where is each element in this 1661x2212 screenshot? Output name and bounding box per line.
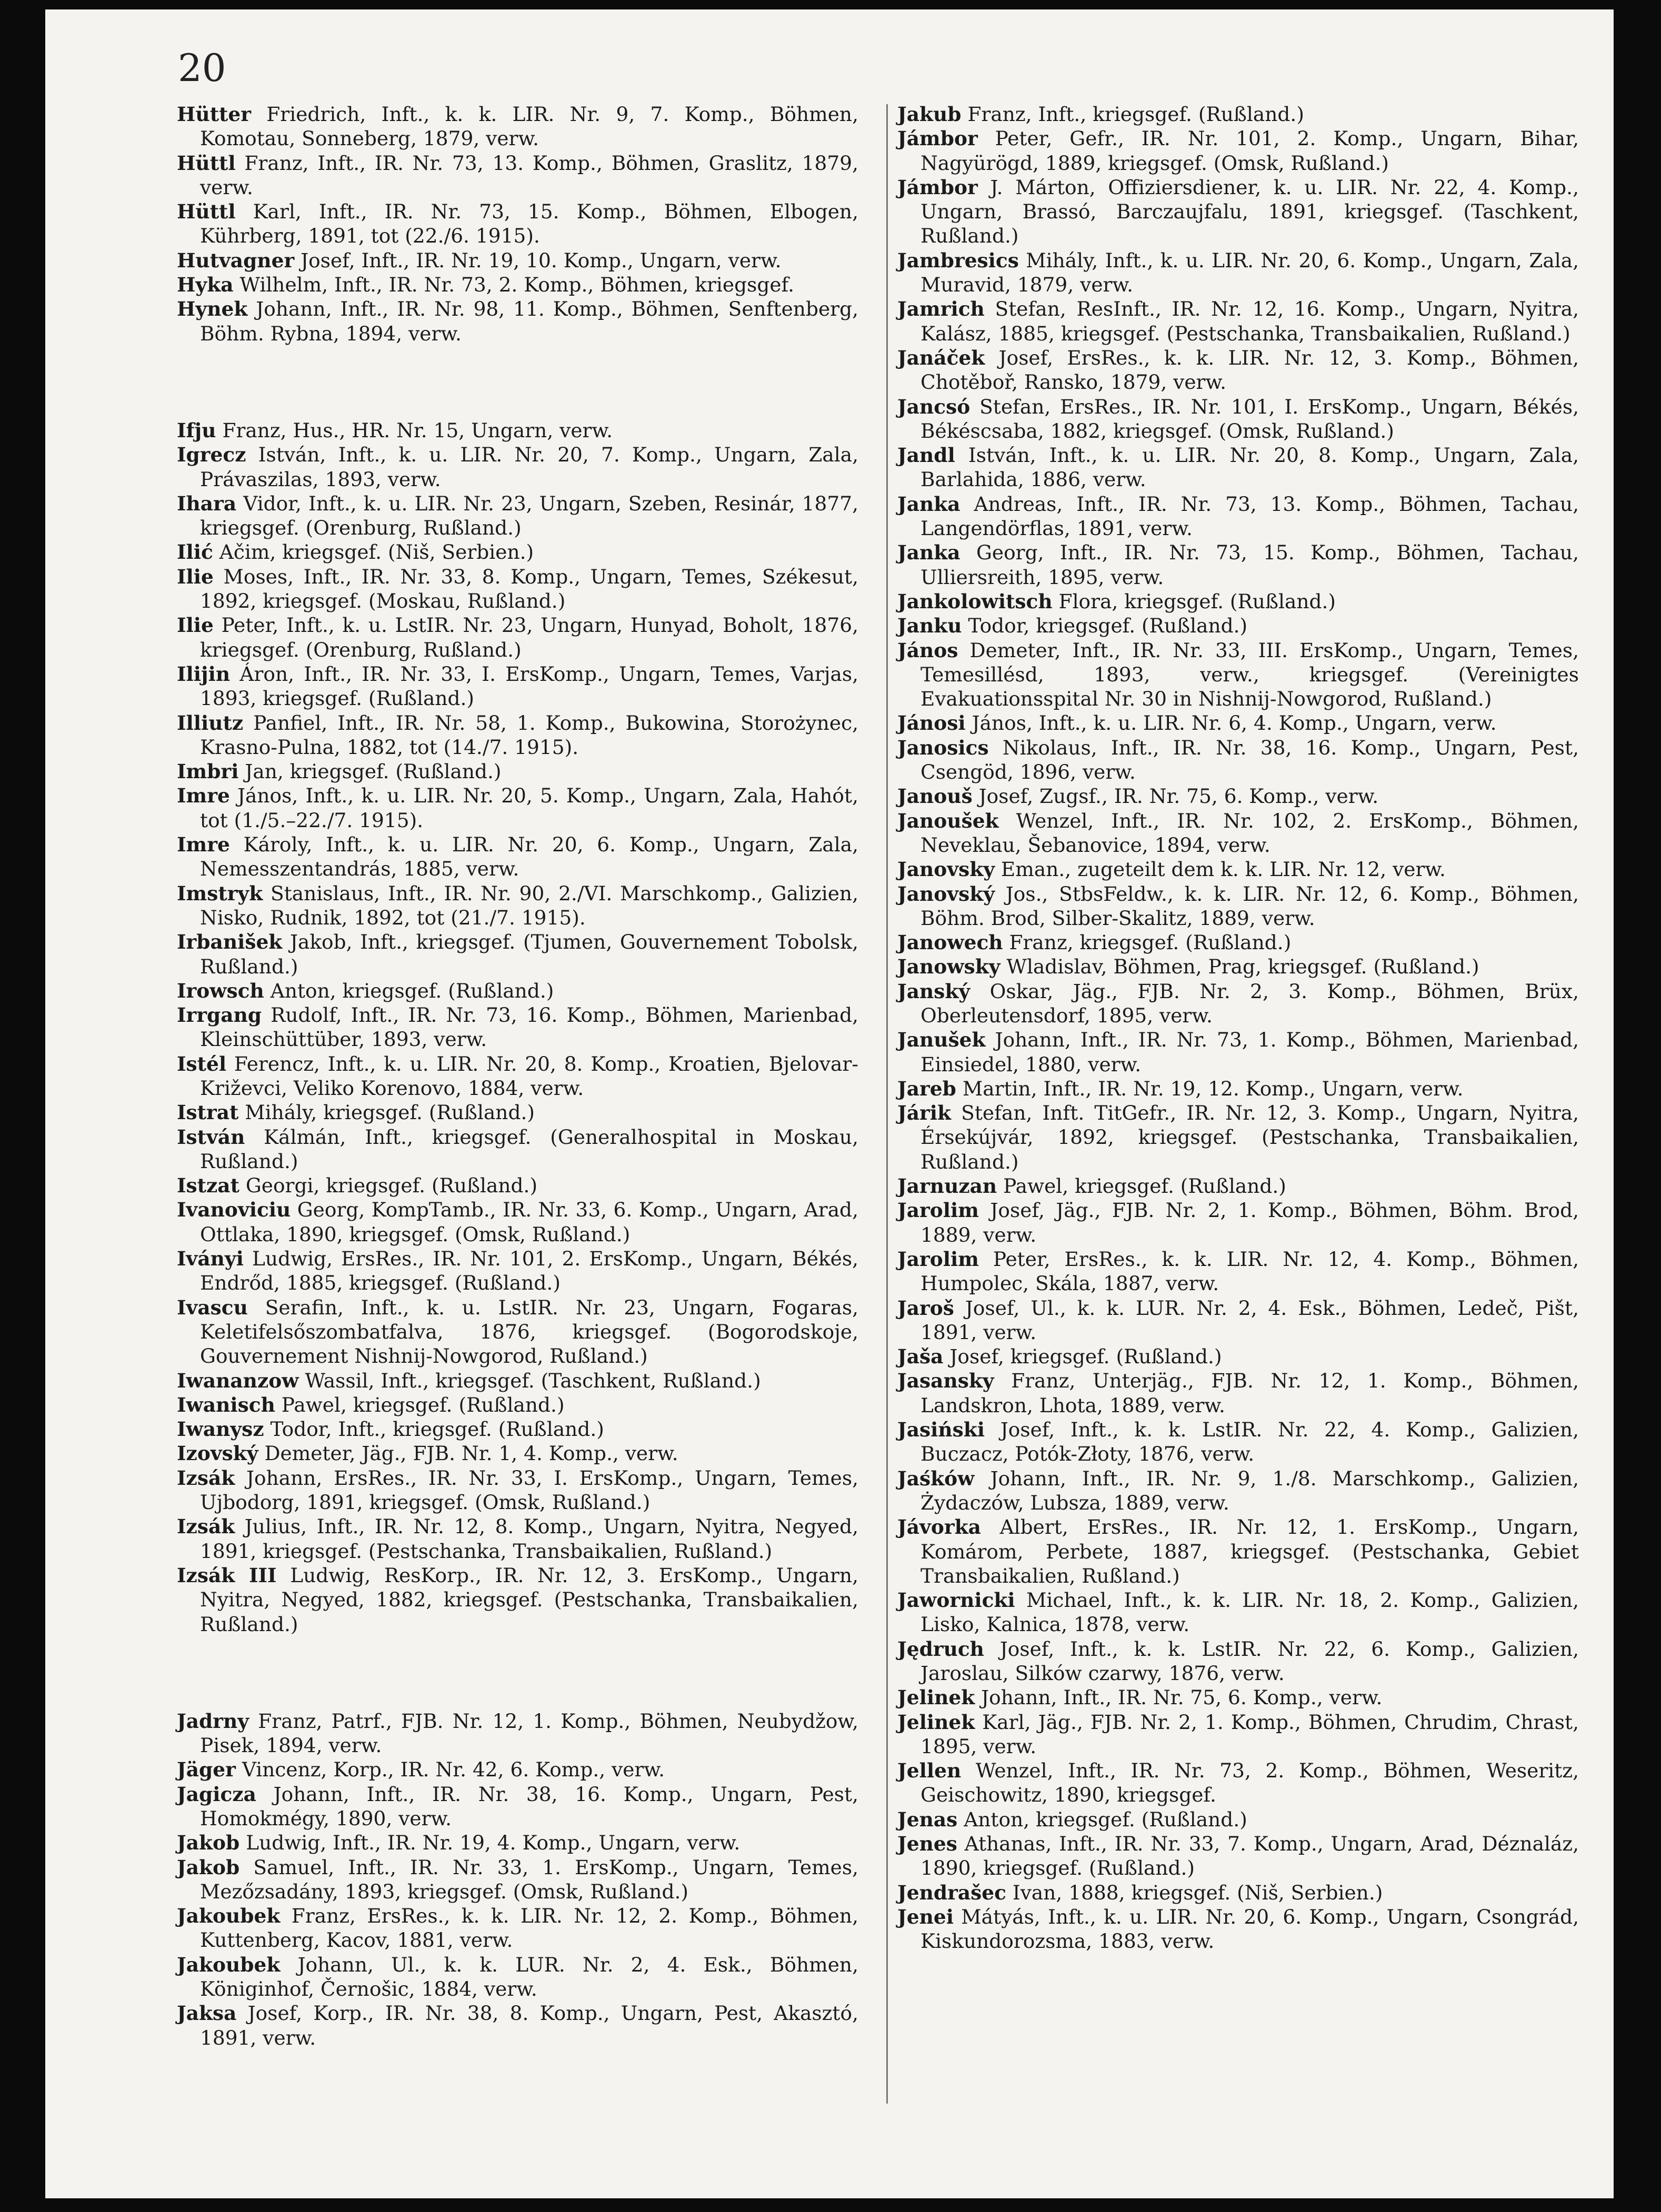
entry-details: Georg, KompTamb., IR. Nr. 33, 6. Komp., Ungarn, Arad, Ottlaka, 1890, kriegsgef. (Omsk, Rußland.)	[200, 1198, 858, 1246]
entry-surname: Jakoubek	[177, 1904, 281, 1928]
register-entry	[177, 1855, 858, 1904]
entry-surname: Janowsky	[897, 955, 1000, 979]
entry-surname: Hüttl	[177, 200, 236, 224]
register-entry	[897, 175, 1579, 248]
entry-details: Vincenz, Korp., IR. Nr. 42, 6. Komp., verw.	[242, 1758, 665, 1782]
entry-surname: Jakoubek	[177, 1953, 281, 1976]
entry-details: István, Inft., k. u. LIR. Nr. 20, 8. Komp., Ungarn, Zala, Barlahida, 1886, verw.	[920, 444, 1579, 491]
register-entry	[177, 297, 858, 346]
entry-details: Pawel, kriegsgef. (Rußland.)	[281, 1393, 565, 1416]
register-entry	[897, 1588, 1579, 1637]
register-entry	[897, 1807, 1579, 1832]
register-entry	[897, 395, 1579, 444]
register-entry	[897, 1247, 1579, 1296]
entry-details: János, Inft., k. u. LIR. Nr. 20, 5. Komp., Ungarn, Zala, Hahót, tot (1./5.–22./7. 1915).	[200, 784, 858, 832]
register-entry	[897, 1685, 1579, 1710]
register-entry	[897, 126, 1579, 175]
entry-surname: Jánosi	[897, 711, 966, 735]
register-entry	[897, 102, 1579, 126]
entry-details: Stanislaus, Inft., IR. Nr. 90, 2./VI. Marschkomp., Galizien, Nisko, Rudnik, 1892, tot (21./7. 1915).	[200, 881, 859, 929]
entry-details: Nikolaus, Inft., IR. Nr. 38, 16. Komp., Ungarn, Pest, Csengöd, 1896, verw.	[920, 736, 1579, 784]
entry-surname: Iványi	[177, 1247, 244, 1271]
entry-surname: Jancsó	[897, 395, 970, 418]
entry-details: Franz, Patrf., FJB. Nr. 12, 1. Komp., Böhmen, Neubydžow, Pisek, 1894, verw.	[200, 1709, 858, 1757]
entry-surname: Imbri	[177, 760, 239, 783]
entry-details: Pawel, kriegsgef. (Rußland.)	[1003, 1174, 1286, 1198]
entry-details: Karl, Jäg., FJB. Nr. 2, 1. Komp., Böhmen, Chrudim, Chrast, 1895, verw.	[920, 1710, 1579, 1758]
register-entry	[897, 711, 1579, 735]
document-page	[45, 9, 1614, 2198]
register-entry	[897, 882, 1579, 931]
register-entry	[897, 1905, 1579, 1954]
entry-surname: Janowech	[897, 931, 1003, 954]
entry-details: Vidor, Inft., k. u. LIR. Nr. 23, Ungarn, Szeben, Resinár, 1877, kriegsgef. (Orenburg, Rußland.)	[200, 491, 858, 540]
entry-surname: Irowsch	[177, 979, 264, 1002]
entry-details: Johann, Inft., IR. Nr. 38, 16. Komp., Ungarn, Pest, Homokmégy, 1890, verw.	[200, 1782, 858, 1830]
entry-details: Josef, Korp., IR. Nr. 38, 8. Komp., Ungarn, Pest, Akasztó, 1891, verw.	[200, 2002, 858, 2049]
register-entry	[177, 2001, 858, 2050]
entry-surname: Jakob	[177, 1831, 240, 1855]
entry-details: Wenzel, Inft., IR. Nr. 73, 2. Komp., Böhmen, Weseritz, Geischowitz, 1890, kriegsgef.	[920, 1759, 1579, 1807]
entry-surname: Istzat	[177, 1174, 239, 1198]
entry-surname: Izovský	[177, 1442, 258, 1465]
entry-surname: Ilić	[177, 540, 213, 564]
entry-surname: Jarolim	[897, 1247, 979, 1271]
entry-surname: Janka	[897, 541, 960, 565]
register-entry	[177, 540, 858, 564]
entry-details: Ivan, 1888, kriegsgef. (Niš, Serbien.)	[1012, 1881, 1383, 1904]
register-entry	[177, 1953, 858, 2002]
register-entry	[177, 711, 858, 760]
register-entry	[897, 954, 1579, 979]
register-entry	[897, 1369, 1579, 1417]
register-entry	[897, 540, 1579, 589]
entry-surname: Jávorka	[897, 1515, 981, 1539]
register-entry	[897, 297, 1579, 346]
register-entry	[897, 1515, 1579, 1588]
register-entry	[177, 1198, 858, 1246]
entry-details: Wladislav, Böhmen, Prag, kriegsgef. (Rußland.)	[1006, 955, 1479, 979]
entry-details: Todor, kriegsgef. (Rußland.)	[968, 614, 1248, 638]
entry-surname: Janovsky	[897, 858, 995, 881]
register-entry	[897, 1832, 1579, 1881]
register-entry	[897, 1710, 1579, 1759]
entry-surname: Jäger	[177, 1758, 236, 1782]
entry-surname: Istél	[177, 1052, 227, 1075]
register-entry	[177, 1514, 858, 1563]
register-entry	[177, 1003, 858, 1052]
entry-surname: Hütter	[177, 103, 251, 126]
register-entry	[897, 784, 1579, 808]
entry-surname: Jędruch	[897, 1637, 984, 1661]
register-entry	[177, 613, 858, 662]
register-entry	[897, 1028, 1579, 1077]
entry-details: Peter, Inft., k. u. LstIR. Nr. 23, Ungarn, Hunyad, Boholt, 1876, kriegsgef. (Orenburg, Rußland.)	[200, 614, 858, 661]
register-entry	[177, 1709, 858, 1758]
entry-surname: Ivascu	[177, 1295, 248, 1319]
entry-surname: Jaksa	[177, 2002, 237, 2025]
entry-details: Johann, Inft., IR. Nr. 75, 6. Komp., verw.	[981, 1686, 1383, 1710]
entry-surname: Jadrny	[177, 1709, 249, 1733]
entry-details: Josef, Inft., IR. Nr. 19, 10. Komp., Ungarn, verw.	[301, 248, 782, 272]
entry-details: István, Inft., k. u. LIR. Nr. 20, 7. Komp., Ungarn, Zala, Právaszilas, 1893, verw.	[200, 443, 859, 491]
register-entry	[897, 1417, 1579, 1466]
register-entry	[177, 832, 858, 881]
register-entry	[177, 1393, 858, 1417]
register-entry	[897, 638, 1579, 711]
register-entry	[897, 1344, 1579, 1369]
register-entry	[177, 1831, 858, 1855]
register-entry	[897, 492, 1579, 541]
entry-details: J. Márton, Offiziersdiener, k. u. LIR. Nr. 22, 4. Komp., Ungarn, Brassó, Barczaujfalu, 1891, kriegsgef. (Taschkent, Rußland.)	[920, 175, 1579, 248]
right-column	[897, 102, 1579, 1954]
register-entry	[897, 1198, 1579, 1247]
entry-details: Serafin, Inft., k. u. LstIR. Nr. 23, Ungarn, Fogaras, Keletifelsőszombatfalva, 1876, kriegsgef. (Bogorodskoje, Gouvernement Nishnij-Nowgorod, Rußland.)	[200, 1295, 859, 1368]
entry-details: Wassil, Inft., kriegsgef. (Taschkent, Rußland.)	[305, 1369, 761, 1392]
register-entry	[897, 1758, 1579, 1807]
entry-details: Károly, Inft., k. u. LIR. Nr. 20, 6. Komp., Ungarn, Zala, Nemesszentandrás, 1885, verw.	[200, 833, 858, 881]
register-entry	[897, 1466, 1579, 1515]
entry-surname: Hüttl	[177, 151, 236, 175]
entry-details: Franz, kriegsgef. (Rußland.)	[1009, 931, 1292, 954]
entry-surname: István	[177, 1125, 245, 1149]
entry-surname: Izsák III	[177, 1563, 277, 1587]
entry-details: Panfiel, Inft., IR. Nr. 58, 1. Komp., Bukowina, Storożynec, Krasno-Pulna, 1882, tot (14./7. 1915).	[200, 711, 859, 759]
entry-surname: Ilie	[177, 565, 214, 588]
register-entry	[897, 809, 1579, 858]
entry-surname: Imre	[177, 784, 230, 808]
entry-details: Franz, ErsRes., k. k. LIR. Nr. 12, 2. Komp., Böhmen, Kuttenberg, Kacov, 1881, verw.	[200, 1904, 858, 1952]
register-entry	[897, 589, 1579, 614]
entry-surname: Jellen	[897, 1759, 962, 1783]
column-divider	[886, 104, 888, 2104]
entry-details: Áron, Inft., IR. Nr. 33, I. ErsKomp., Ungarn, Temes, Varjas, 1893, kriegsgef. (Rußland.)	[200, 662, 858, 710]
register-entry	[177, 1052, 858, 1101]
register-entry	[177, 102, 858, 151]
entry-surname: Jenas	[897, 1807, 958, 1831]
entry-details: Peter, Gefr., IR. Nr. 101, 2. Komp., Ungarn, Bihar, Nagyürögd, 1889, kriegsgef. (Omsk, Rußland.)	[920, 127, 1579, 175]
section-gap	[177, 346, 858, 418]
entry-details: Johann, Inft., IR. Nr. 9, 1./8. Marschkomp., Galizien, Żydaczów, Lubsza, 1889, verw.	[920, 1466, 1579, 1514]
entry-details: Eman., zugeteilt dem k. k. LIR. Nr. 12, verw.	[1000, 858, 1446, 881]
entry-details: Moses, Inft., IR. Nr. 33, 8. Komp., Ungarn, Temes, Székesut, 1892, kriegsgef. (Moskau, Rußland.)	[200, 565, 858, 613]
register-entry	[897, 248, 1579, 297]
entry-surname: Ilijin	[177, 662, 231, 686]
entry-details: Franz, Inft., IR. Nr. 73, 13. Komp., Böhmen, Graslitz, 1879, verw.	[200, 151, 858, 199]
entry-surname: Janouš	[897, 785, 973, 808]
register-entry	[177, 930, 858, 979]
entry-details: Friedrich, Inft., k. k. LIR. Nr. 9, 7. Komp., Böhmen, Komotau, Sonneberg, 1879, verw.	[200, 103, 858, 150]
register-entry	[177, 199, 858, 248]
entry-surname: Ilie	[177, 614, 214, 637]
entry-surname: Hyka	[177, 273, 234, 297]
entry-details: Stefan, ErsRes., IR. Nr. 101, I. ErsKomp., Ungarn, Békés, Békéscsaba, 1882, kriegsgef. (Omsk, Rußland.)	[920, 395, 1579, 443]
register-entry	[177, 1369, 858, 1393]
entry-details: Mihály, Inft., k. u. LIR. Nr. 20, 6. Komp., Ungarn, Zala, Muravid, 1879, verw.	[920, 248, 1579, 297]
entry-details: Georgi, kriegsgef. (Rußland.)	[245, 1174, 538, 1198]
entry-surname: Janoušek	[897, 809, 999, 832]
entry-details: Josef, Jäg., FJB. Nr. 2, 1. Komp., Böhmen, Böhm. Brod, 1889, verw.	[920, 1199, 1579, 1246]
register-entry	[177, 1417, 858, 1441]
register-entry	[897, 1101, 1579, 1174]
entry-surname: Jakob	[177, 1855, 240, 1879]
register-entry	[897, 930, 1579, 954]
entry-details: Ludwig, ResKorp., IR. Nr. 12, 3. ErsKomp., Ungarn, Nyitra, Negyed, 1882, kriegsgef. (Pestschanka, Transbaikalien, Rußland.)	[200, 1563, 858, 1636]
entry-surname: Jelinek	[897, 1710, 975, 1734]
entry-details: Todor, Inft., kriegsgef. (Rußland.)	[270, 1417, 604, 1441]
register-entry	[177, 662, 858, 711]
entry-details: Jakob, Inft., kriegsgef. (Tjumen, Gouvernement Tobolsk, Rußland.)	[200, 930, 859, 978]
entry-surname: Jámbor	[897, 175, 978, 199]
entry-surname: Ihara	[177, 491, 237, 515]
register-entry	[897, 857, 1579, 881]
register-entry	[177, 248, 858, 273]
entry-details: Johann, Ul., k. k. LUR. Nr. 2, 4. Esk., Böhmen, Königinhof, Černošic, 1884, verw.	[200, 1953, 858, 2001]
entry-details: Josef, ErsRes., k. k. LIR. Nr. 12, 3. Komp., Böhmen, Chotěboř, Ransko, 1879, verw.	[920, 346, 1579, 394]
entry-details: Wilhelm, Inft., IR. Nr. 73, 2. Komp., Böhmen, kriegsgef.	[239, 273, 795, 297]
register-entry	[897, 346, 1579, 395]
register-entry	[177, 273, 858, 297]
entry-details: Georg, Inft., IR. Nr. 73, 15. Komp., Böhmen, Tachau, Ulliersreith, 1895, verw.	[920, 541, 1579, 589]
register-entry	[177, 1904, 858, 1953]
entry-details: Karl, Inft., IR. Nr. 73, 15. Komp., Böhmen, Elbogen, Kührberg, 1891, tot (22./6. 1915).	[200, 200, 858, 248]
register-entry	[177, 1441, 858, 1465]
register-entry	[177, 759, 858, 783]
entry-details: Stefan, ResInft., IR. Nr. 12, 16. Komp., Ungarn, Nyitra, Kalász, 1885, kriegsgef. (Pestschanka, Transbaikalien, Rußland.)	[920, 297, 1579, 345]
left-column	[177, 102, 858, 2050]
entry-details: Anton, kriegsgef. (Rußland.)	[964, 1807, 1247, 1831]
entry-details: Josef, kriegsgef. (Rußland.)	[949, 1345, 1222, 1369]
entry-details: Ludwig, ErsRes., IR. Nr. 101, 2. ErsKomp., Ungarn, Békés, Endrőd, 1885, kriegsgef. (Rußland.)	[200, 1247, 858, 1295]
register-entry	[897, 1881, 1579, 1905]
entry-details: Johann, Inft., IR. Nr. 73, 1. Komp., Böhmen, Marienbad, Einsiedel, 1880, verw.	[920, 1028, 1579, 1076]
entry-surname: Jambresics	[897, 248, 1019, 272]
entry-surname: Jaroš	[897, 1296, 954, 1320]
register-entry	[177, 418, 858, 443]
entry-surname: Irbanišek	[177, 930, 283, 954]
entry-surname: Iwanisch	[177, 1393, 275, 1416]
entry-details: Anton, kriegsgef. (Rußland.)	[270, 979, 554, 1002]
entry-details: Josef, Inft., k. k. LstIR. Nr. 22, 4. Komp., Galizien, Buczacz, Potók-Złoty, 1876, verw.	[920, 1418, 1579, 1466]
entry-surname: Jagicza	[177, 1782, 256, 1806]
register-entry	[177, 881, 858, 930]
entry-surname: Jasiński	[897, 1418, 985, 1442]
entry-surname: Janku	[897, 614, 962, 638]
entry-details: Samuel, Inft., IR. Nr. 33, 1. ErsKomp., Ungarn, Temes, Mezőzsadány, 1893, kriegsgef. (Omsk, Rußland.)	[200, 1855, 859, 1903]
entry-surname: Janka	[897, 492, 960, 516]
entry-surname: Jámbor	[897, 127, 978, 150]
entry-details: Michael, Inft., k. k. LIR. Nr. 18, 2. Komp., Galizien, Lisko, Kalnica, 1878, verw.	[920, 1588, 1579, 1636]
entry-details: Mátyás, Inft., k. u. LIR. Nr. 20, 6. Komp., Ungarn, Csongrád, Kiskundorozsma, 1883, verw.	[920, 1905, 1579, 1953]
entry-details: Stefan, Inft. TitGefr., IR. Nr. 12, 3. Komp., Ungarn, Nyitra, Érsekújvár, 1892, kriegsgef. (Pestschanka, Transbaikalien, Rußland.)	[920, 1101, 1579, 1173]
entry-details: Andreas, Inft., IR. Nr. 73, 13. Komp., Böhmen, Tachau, Langendörflas, 1891, verw.	[920, 492, 1579, 540]
register-entry	[897, 736, 1579, 785]
entry-surname: Jarolim	[897, 1199, 979, 1222]
entry-surname: Jelinek	[897, 1686, 975, 1710]
entry-surname: Jaša	[897, 1345, 944, 1369]
section-gap	[177, 1636, 858, 1709]
entry-surname: Jankolowitsch	[897, 589, 1053, 613]
entry-details: Oskar, Jäg., FJB. Nr. 2, 3. Komp., Böhmen, Brüx, Oberleutensdorf, 1895, verw.	[920, 979, 1579, 1027]
entry-details: Julius, Inft., IR. Nr. 12, 8. Komp., Ungarn, Nyitra, Negyed, 1891, kriegsgef. (Pestschanka, Transbaikalien, Rußland.)	[200, 1515, 858, 1563]
register-entry	[177, 491, 858, 540]
entry-details: Albert, ErsRes., IR. Nr. 12, 1. ErsKomp., Ungarn, Komárom, Perbete, 1887, kriegsgef. (Pestschanka, Gebiet Transbaikalien, Rußland.)	[920, 1515, 1579, 1587]
register-entry	[177, 783, 858, 832]
entry-surname: Imre	[177, 833, 230, 857]
register-entry	[897, 614, 1579, 638]
register-entry	[177, 565, 858, 614]
entry-details: Josef, Zugsf., IR. Nr. 75, 6. Komp., verw.	[978, 785, 1379, 808]
entry-surname: Janosics	[897, 736, 989, 759]
entry-surname: Jawornicki	[897, 1588, 1015, 1612]
register-entry	[897, 1174, 1579, 1198]
entry-surname: Izsák	[177, 1515, 235, 1539]
register-entry	[177, 1295, 858, 1369]
entry-details: Rudolf, Inft., IR. Nr. 73, 16. Komp., Böhmen, Marienbad, Kleinschüttüber, 1893, verw.	[200, 1003, 859, 1051]
entry-surname: Ifju	[177, 418, 216, 442]
entry-surname: Jendrašec	[897, 1881, 1006, 1904]
register-entry	[177, 1173, 858, 1198]
entry-details: János, Inft., k. u. LIR. Nr. 6, 4. Komp., Ungarn, verw.	[972, 711, 1497, 735]
entry-surname: Illiutz	[177, 711, 244, 735]
entry-details: Demeter, Inft., IR. Nr. 33, III. ErsKomp., Ungarn, Temes, Temesillésd, 1893, verw., kriegsgef. (Vereinigtes Evakuationsspital Nr. 30 in Nishnij-Nowgorod, Rußland.)	[920, 638, 1579, 711]
entry-details: Ludwig, Inft., IR. Nr. 19, 4. Komp., Ungarn, verw.	[246, 1831, 741, 1855]
entry-surname: Irrgang	[177, 1003, 262, 1027]
entry-surname: Istrat	[177, 1101, 239, 1124]
entry-surname: Jareb	[897, 1077, 956, 1100]
entry-details: Franz, Inft., kriegsgef. (Rußland.)	[967, 103, 1304, 126]
entry-details: Kálmán, Inft., kriegsgef. (Generalhospital in Moskau, Rußland.)	[200, 1125, 859, 1173]
entry-surname: Hutvagner	[177, 248, 295, 272]
entry-surname: Ivanoviciu	[177, 1198, 291, 1222]
entry-surname: Jenei	[897, 1905, 954, 1928]
entry-details: Josef, Ul., k. k. LUR. Nr. 2, 4. Esk., Böhmen, Ledeč, Pišt, 1891, verw.	[920, 1296, 1579, 1344]
entry-details: Josef, Inft., k. k. LstIR. Nr. 22, 6. Komp., Galizien, Jaroslau, Silków czarwy, 1876, verw.	[920, 1637, 1579, 1685]
entry-surname: Izsák	[177, 1466, 235, 1490]
register-entry	[177, 1782, 858, 1831]
entry-surname: Jandl	[897, 444, 955, 467]
register-entry	[177, 979, 858, 1003]
entry-surname: János	[897, 638, 958, 662]
register-entry	[177, 1466, 858, 1515]
entry-surname: Janovský	[897, 882, 995, 906]
register-entry	[177, 1125, 858, 1174]
register-entry	[177, 1563, 858, 1636]
entry-surname: Jenes	[897, 1832, 957, 1856]
register-entry	[897, 1296, 1579, 1345]
register-entry	[177, 443, 858, 491]
entry-details: Ferencz, Inft., k. u. LIR. Nr. 20, 8. Komp., Kroatien, Bjelovar-Križevci, Veliko Korenovo, 1884, verw.	[200, 1052, 858, 1100]
entry-surname: Janušek	[897, 1028, 986, 1052]
entry-surname: Jarnuzan	[897, 1174, 997, 1198]
entry-details: Johann, Inft., IR. Nr. 98, 11. Komp., Böhmen, Senftenberg, Böhm. Rybna, 1894, verw.	[200, 297, 859, 345]
entry-details: Jos., StbsFeldw., k. k. LIR. Nr. 12, 6. Komp., Böhmen, Böhm. Brod, Silber-Skalitz, 1889, verw.	[920, 882, 1579, 930]
entry-surname: Hynek	[177, 297, 248, 321]
entry-details: Franz, Hus., HR. Nr. 15, Ungarn, verw.	[222, 418, 613, 442]
entry-details: Flora, kriegsgef. (Rußland.)	[1058, 589, 1336, 613]
register-entry	[897, 1077, 1579, 1101]
register-entry	[177, 1757, 858, 1782]
register-entry	[897, 1637, 1579, 1686]
entry-details: Ačim, kriegsgef. (Niš, Serbien.)	[219, 540, 534, 564]
entry-details: Athanas, Inft., IR. Nr. 33, 7. Komp., Ungarn, Arad, Déznaláz, 1890, kriegsgef. (Rußland.)	[920, 1832, 1579, 1880]
entry-surname: Jamrich	[897, 297, 985, 321]
register-entry	[897, 979, 1579, 1028]
register-entry	[897, 443, 1579, 492]
entry-surname: Jakub	[897, 103, 962, 126]
entry-surname: Janáček	[897, 346, 985, 369]
entry-surname: Igrecz	[177, 443, 246, 467]
register-entry	[177, 1100, 858, 1124]
entry-surname: Janský	[897, 979, 970, 1003]
register-entry	[177, 1246, 858, 1295]
entry-details: Peter, ErsRes., k. k. LIR. Nr. 12, 4. Komp., Böhmen, Humpolec, Skála, 1887, verw.	[920, 1247, 1579, 1295]
entry-surname: Iwanysz	[177, 1417, 264, 1441]
entry-surname: Jaśków	[897, 1466, 975, 1490]
page-number: 20	[178, 46, 226, 90]
register-entry	[177, 151, 858, 200]
entry-surname: Jasansky	[897, 1369, 994, 1393]
entry-surname: Járik	[897, 1101, 952, 1125]
entry-details: Wenzel, Inft., IR. Nr. 102, 2. ErsKomp., Böhmen, Neveklau, Šebanovice, 1894, verw.	[920, 809, 1579, 857]
entry-surname: Iwananzow	[177, 1369, 299, 1392]
entry-details: Martin, Inft., IR. Nr. 19, 12. Komp., Ungarn, verw.	[962, 1077, 1464, 1100]
entry-details: Franz, Unterjäg., FJB. Nr. 12, 1. Komp., Böhmen, Landskron, Lhota, 1889, verw.	[920, 1369, 1579, 1417]
entry-details: Johann, ErsRes., IR. Nr. 33, I. ErsKomp., Ungarn, Temes, Ujbodorg, 1891, kriegsgef. (Omsk, Rußland.)	[200, 1466, 859, 1514]
entry-details: Mihály, kriegsgef. (Rußland.)	[245, 1101, 535, 1124]
entry-details: Jan, kriegsgef. (Rußland.)	[245, 760, 502, 783]
entry-surname: Imstryk	[177, 881, 263, 905]
entry-details: Demeter, Jäg., FJB. Nr. 1, 4. Komp., verw.	[264, 1442, 678, 1465]
